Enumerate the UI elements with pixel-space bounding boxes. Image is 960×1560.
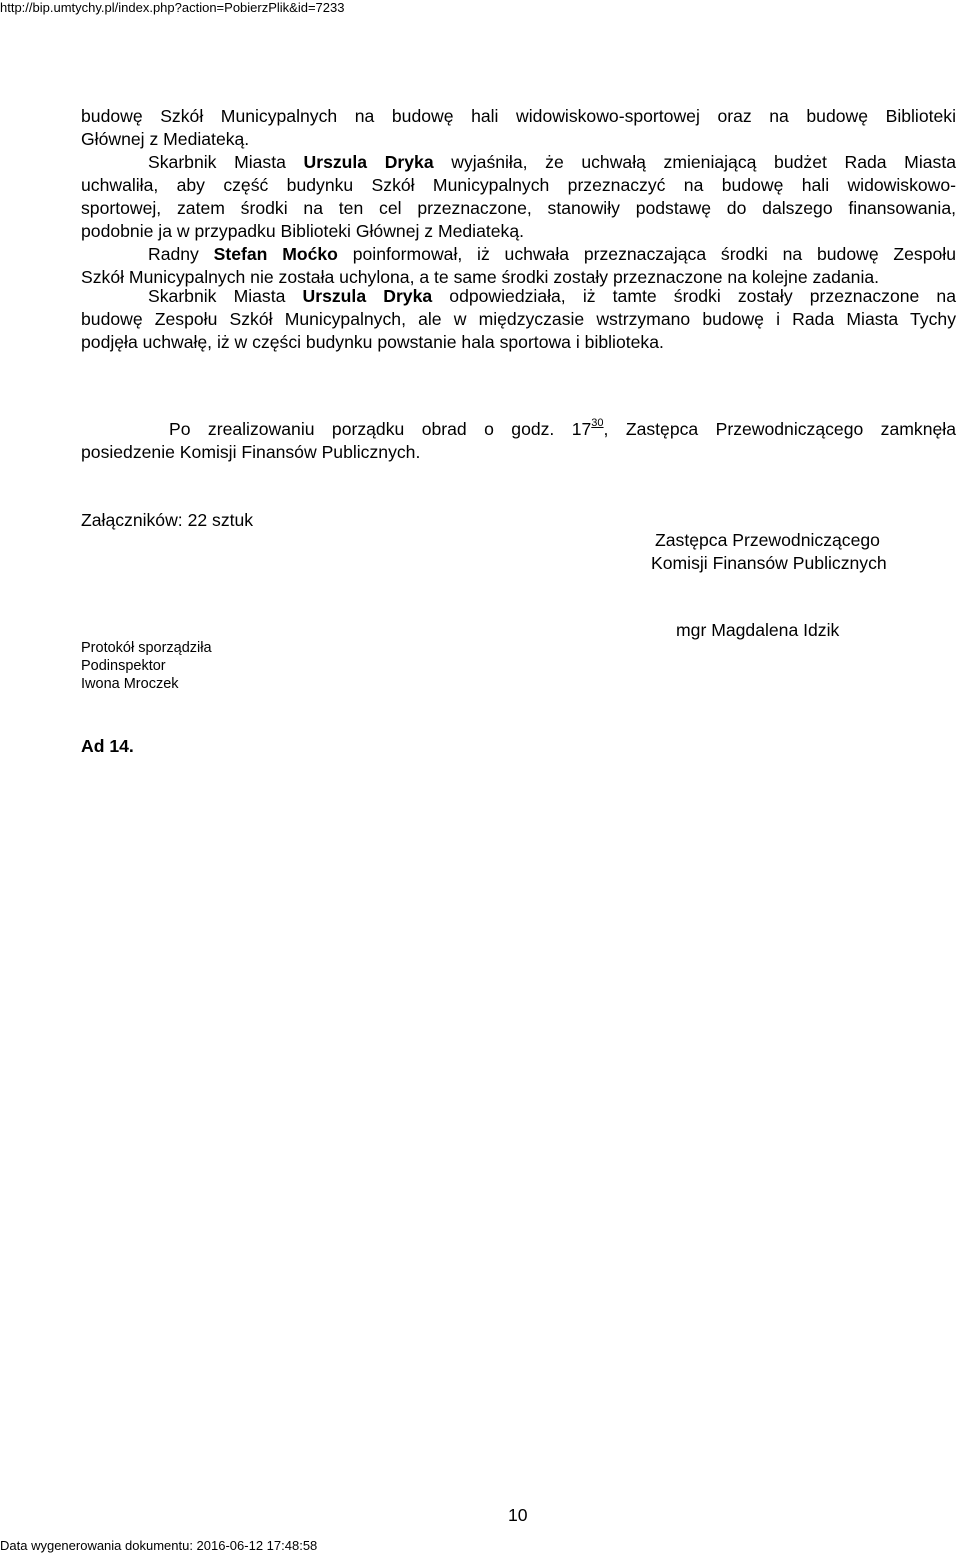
signature-title-line-2: Komisji Finansów Publicznych — [651, 553, 887, 573]
closing-line-2: posiedzenie Komisji Finansów Publicznych. — [81, 442, 421, 462]
signature-name: mgr Magdalena Idzik — [676, 620, 840, 640]
paragraph-4-line-1: Skarbnik Miasta Urszula Dryka odpowiedziała, iż tamte środki zostały przeznaczone na — [148, 286, 957, 306]
person-name: Urszula Dryka — [302, 286, 433, 306]
person-name: Urszula Dryka — [303, 152, 434, 172]
page-number: 10 — [508, 1505, 528, 1525]
paragraph-3-line-2: Szkół Municypalnych nie została uchylona, a te same środki zostały przeznaczone na kolejne zadania. — [81, 267, 880, 287]
protocol-line-3: Iwona Mroczek — [81, 676, 179, 692]
generation-date: Data wygenerowania dokumentu: 2016-06-12 17:48:58 — [0, 1538, 318, 1553]
person-name: Stefan Moćko — [213, 244, 338, 264]
agenda-heading: Ad 14. — [81, 736, 134, 756]
paragraph-2-line-3: sportowej, zatem środki na ten cel przeznaczone, stanowiły podstawę do dalszego finansowania, — [81, 198, 956, 218]
source-url: http://bip.umtychy.pl/index.php?action=PobierzPlik&id=7233 — [0, 0, 345, 15]
paragraph-2-line-1: Skarbnik Miasta Urszula Dryka wyjaśniła, że uchwałą zmieniającą budżet Rada Miasta — [148, 152, 956, 172]
paragraph-4-line-3: podjęła uchwałę, iż w części budynku powstanie hala sportowa i biblioteka. — [81, 332, 664, 352]
attachments-count: Załączników: 22 sztuk — [81, 510, 254, 530]
paragraph-3-line-1: Radny Stefan Moćko poinformował, iż uchwała przeznaczająca środki na budowę Zespołu — [148, 244, 956, 264]
protocol-line-1: Protokół sporządziła — [81, 640, 212, 656]
paragraph-2-line-2: uchwaliła, aby część budynku Szkół Municypalnych przeznaczyć na budowę hali widowiskowo- — [81, 175, 956, 195]
paragraph-4-line-2: budowę Zespołu Szkół Municypalnych, ale w międzyczasie wstrzymano budowę i Rada Miasta Tychy — [81, 309, 956, 329]
signature-title-line-1: Zastępca Przewodniczącego — [655, 530, 880, 550]
paragraph-2-line-4: podobnie ja w przypadku Biblioteki Głównej z Mediateką. — [81, 221, 525, 241]
protocol-line-2: Podinspektor — [81, 658, 166, 674]
closing-minutes: 30 — [591, 417, 604, 429]
closing-line-1: Po zrealizowaniu porządku obrad o godz. $17^{30}$, Zastępca Przewodniczącego zamknęła — [169, 417, 956, 439]
paragraph-1-line-1: budowę Szkół Municypalnych na budowę hali widowiskowo-sportowej oraz na budowę Biblioteki — [81, 106, 956, 126]
paragraph-1-line-2: Głównej z Mediateką. — [81, 129, 250, 149]
